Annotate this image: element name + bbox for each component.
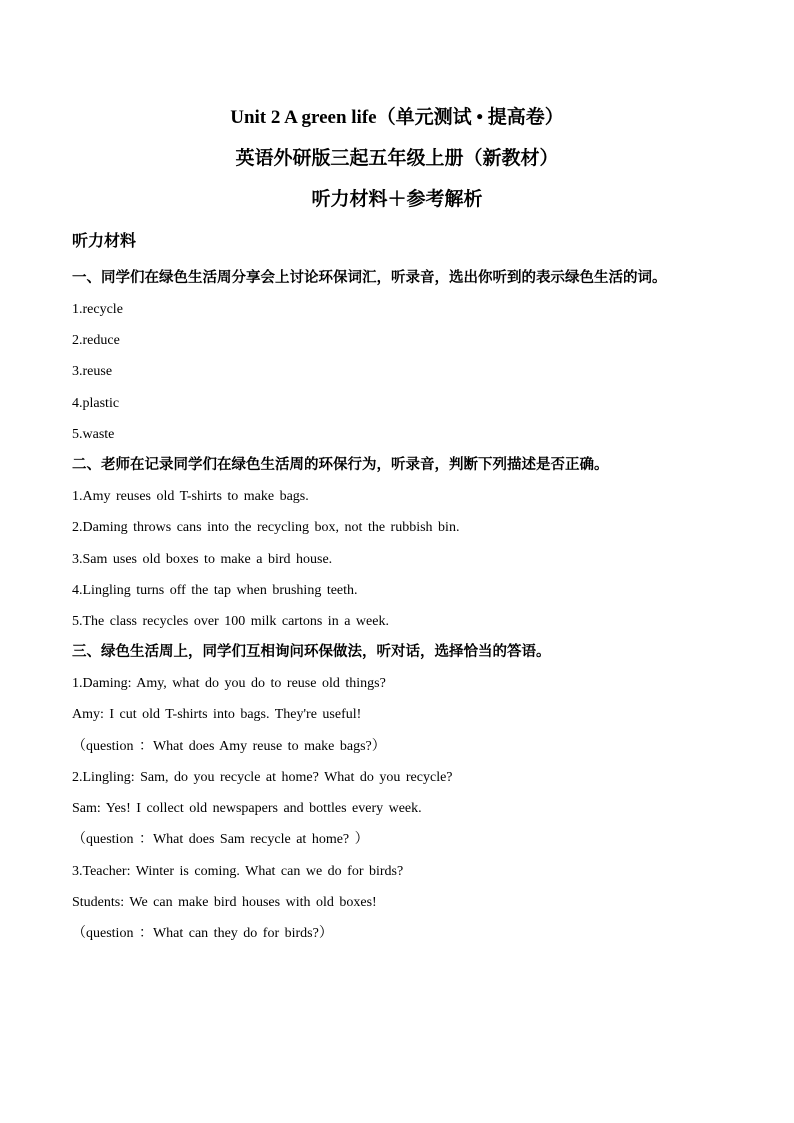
part1-item: 4.plastic <box>72 396 120 411</box>
dialogue-line: Amy: I cut old T-shirts into bags. They're useful! <box>72 707 362 722</box>
part1-item: 5.waste <box>72 427 115 442</box>
part2-item: 3.Sam uses old boxes to make a bird house. <box>72 552 333 567</box>
part2-item: 5.The class recycles over 100 milk cartons in a week. <box>72 614 389 629</box>
dialogue-line: 2.Lingling: Sam, do you recycle at home? What do you recycle? <box>72 770 453 785</box>
question-line: （question ：What does Sam recycle at home? ） <box>72 832 369 847</box>
part1-item: 2.reduce <box>72 333 120 348</box>
part1-heading: 一、同学们在绿色生活周分享会上讨论环保词汇，听录音，选出你听到的表示绿色生活的词。 <box>72 270 667 286</box>
dialogue-line: 1.Daming: Amy, what do you do to reuse old things? <box>72 676 386 691</box>
part3-heading: 三、绿色生活周上，同学们互相询问环保做法，听对话，选择恰当的答语。 <box>72 644 551 660</box>
dialogue-line: 3.Teacher: Winter is coming. What can we do for birds? <box>72 864 404 879</box>
dialogue-line: Sam: Yes! I collect old newspapers and bottles every week. <box>72 801 422 816</box>
part2-item: 4.Lingling turns off the tap when brushing teeth. <box>72 583 358 598</box>
listening-material-label: 听力材料 <box>72 233 137 250</box>
part1-item: 1.recycle <box>72 302 123 317</box>
question-line: （question ：What does Amy reuse to make bags?） <box>72 739 386 754</box>
part2-item: 1.Amy reuses old T-shirts to make bags. <box>72 489 309 504</box>
part2-item: 2.Daming throws cans into the recycling box, not the rubbish bin. <box>72 520 460 535</box>
part1-item: 3.reuse <box>72 364 113 379</box>
dialogue-line: Students: We can make bird houses with old boxes! <box>72 895 377 910</box>
document-section-title: 听力材料＋参考解析 <box>311 189 483 210</box>
document-subtitle: 英语外研版三起五年级上册（新教材） <box>235 148 559 169</box>
document-title: Unit 2 A green life（单元测试 • 提高卷） <box>230 107 564 128</box>
question-line: （question ：What can they do for birds?） <box>72 926 333 941</box>
part2-heading: 二、老师在记录同学们在绿色生活周的环保行为，听录音，判断下列描述是否正确。 <box>72 457 609 473</box>
